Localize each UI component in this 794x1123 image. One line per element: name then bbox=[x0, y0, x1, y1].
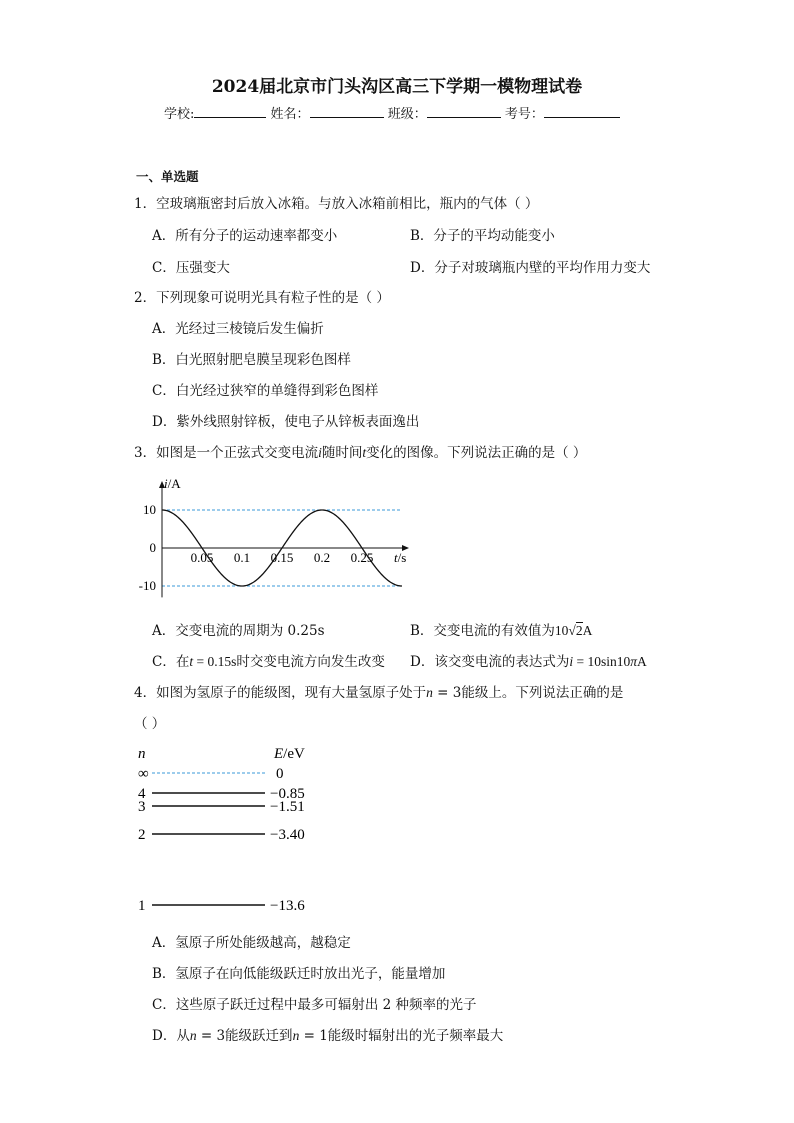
q3-option-a[interactable]: A．交变电流的周期为 0.25s bbox=[152, 623, 325, 639]
page-title: 2024届北京市门头沟区高三下学期一模物理试卷 bbox=[211, 77, 583, 97]
q1-option-c[interactable]: C．压强变大 bbox=[152, 260, 230, 276]
q3-option-b[interactable] bbox=[410, 619, 592, 639]
q4-option-c[interactable]: C．这些原子跃迁过程中最多可辐射出 2 种频率的光子 bbox=[152, 997, 477, 1013]
x-axis-label: t/s bbox=[394, 550, 407, 565]
quantum-number-label: 3 bbox=[138, 799, 146, 815]
n-axis-label: n bbox=[138, 746, 146, 762]
y-tick-label: 10 bbox=[143, 502, 156, 517]
x-tick-label: 0.15 bbox=[270, 550, 294, 565]
school-blank[interactable] bbox=[194, 105, 266, 118]
x-tick-label: 0.05 bbox=[190, 550, 214, 565]
energy-value-label: −3.40 bbox=[270, 827, 305, 843]
q3-c-text: C．在 bbox=[152, 654, 190, 670]
q4-stem bbox=[134, 681, 623, 701]
energy-level-diagram bbox=[130, 740, 330, 920]
energy-value-label: 0 bbox=[276, 766, 284, 782]
q3-option-c[interactable] bbox=[152, 650, 385, 670]
school-label: 学校: bbox=[164, 107, 195, 122]
number-blank[interactable] bbox=[544, 105, 620, 118]
q3-d-expr: = 10sin10 bbox=[573, 654, 631, 669]
q3-c-value: = 0.15s bbox=[193, 654, 237, 669]
ac-current-chart bbox=[128, 470, 428, 605]
q2-option-d[interactable]: D．紫外线照射锌板，使电子从锌板表面逸出 bbox=[152, 414, 420, 430]
q3-stem-part: 随时间 bbox=[321, 445, 363, 461]
q4-answer-paren: （ ） bbox=[134, 716, 166, 732]
name-label: 姓名： bbox=[270, 107, 310, 122]
q1-option-d[interactable]: D．分子对玻璃瓶内壁的平均作用力变大 bbox=[410, 260, 651, 276]
quantum-number-label: 2 bbox=[138, 827, 146, 843]
class-label: 班级： bbox=[387, 107, 427, 122]
quantum-number-label: ∞ bbox=[138, 766, 149, 782]
q3-d-pi: π bbox=[630, 654, 637, 669]
energy-value-label: −13.6 bbox=[270, 898, 305, 914]
q4-d-text: = 1能级时辐射出的光子频率最大 bbox=[299, 1028, 504, 1044]
q4-option-a[interactable]: A．氢原子所处能级越高，越稳定 bbox=[152, 935, 351, 951]
q1-option-b[interactable]: B．分子的平均动能变小 bbox=[410, 228, 555, 244]
q3-b-text: B．交变电流的有效值为 bbox=[410, 623, 555, 639]
q4-option-d[interactable] bbox=[152, 1024, 503, 1044]
q3-b-radicand: 2 bbox=[575, 623, 583, 638]
q4-d-text: D．从 bbox=[152, 1028, 190, 1044]
energy-axis-label: E/eV bbox=[274, 746, 305, 762]
y-tick-label: -10 bbox=[138, 578, 156, 593]
q4-d-text: = 3能级跃迁到 bbox=[196, 1028, 293, 1044]
q3-b-number: 10 bbox=[554, 623, 569, 638]
student-info-line bbox=[164, 103, 620, 122]
q3-stem-part: 变化的图像。下列说法正确的是（ ） bbox=[366, 445, 587, 461]
class-blank[interactable] bbox=[427, 105, 501, 118]
y-tick-label: 0 bbox=[149, 540, 156, 555]
x-tick-label: 0.1 bbox=[233, 550, 251, 565]
number-label: 考号： bbox=[504, 107, 544, 122]
q3-stem-part: 3．如图是一个正弦式交变电流 bbox=[134, 445, 319, 461]
q4-stem-part: = 3能级上。下列说法正确的是 bbox=[432, 685, 624, 701]
x-tick-label: 0.25 bbox=[350, 550, 374, 565]
q4-option-b[interactable]: B．氢原子在向低能级跃迁时放出光子，能量增加 bbox=[152, 966, 446, 982]
energy-value-label: −1.51 bbox=[270, 799, 305, 815]
q4-d-var: n bbox=[292, 1028, 300, 1043]
section-heading: 一、单选题 bbox=[136, 169, 199, 184]
q3-c-var: t bbox=[189, 654, 194, 669]
q3-c-text: 时交变电流方向发生改变 bbox=[236, 654, 385, 670]
q3-var-i: i bbox=[318, 445, 322, 460]
x-tick-label: 0.2 bbox=[313, 550, 331, 565]
q4-d-var: n bbox=[189, 1028, 197, 1043]
q3-d-var: i bbox=[569, 654, 574, 669]
q2-stem: 2．下列现象可说明光具有粒子性的是（ ） bbox=[134, 290, 390, 306]
q1-stem: 1．空玻璃瓶密封后放入冰箱。与放入冰箱前相比，瓶内的气体（ ） bbox=[134, 196, 539, 212]
q2-option-a[interactable]: A．光经过三棱镜后发生偏折 bbox=[152, 321, 324, 337]
energy-value-label: −0.85 bbox=[270, 786, 305, 802]
sqrt-sign: √ bbox=[568, 623, 576, 638]
q3-b-unit: A bbox=[582, 623, 593, 638]
quantum-number-label: 1 bbox=[138, 898, 146, 914]
q4-var-n: n bbox=[426, 685, 433, 700]
q3-stem bbox=[134, 441, 586, 461]
q3-var-t: t bbox=[362, 445, 367, 460]
q3-d-text: D．该交变电流的表达式为 bbox=[410, 654, 570, 670]
q3-d-unit: A bbox=[636, 654, 647, 669]
q2-option-c[interactable]: C．白光经过狭窄的单缝得到彩色图样 bbox=[152, 383, 379, 399]
y-axis-label: i/A bbox=[164, 476, 181, 491]
q1-option-a[interactable]: A．所有分子的运动速率都变小 bbox=[152, 228, 338, 244]
q4-stem-part: 4．如图为氢原子的能级图，现有大量氢原子处于 bbox=[134, 685, 427, 701]
name-blank[interactable] bbox=[310, 105, 384, 118]
quantum-number-label: 4 bbox=[138, 786, 146, 802]
q3-option-d[interactable] bbox=[410, 650, 647, 670]
q2-option-b[interactable]: B．白光照射肥皂膜呈现彩色图样 bbox=[152, 352, 351, 368]
